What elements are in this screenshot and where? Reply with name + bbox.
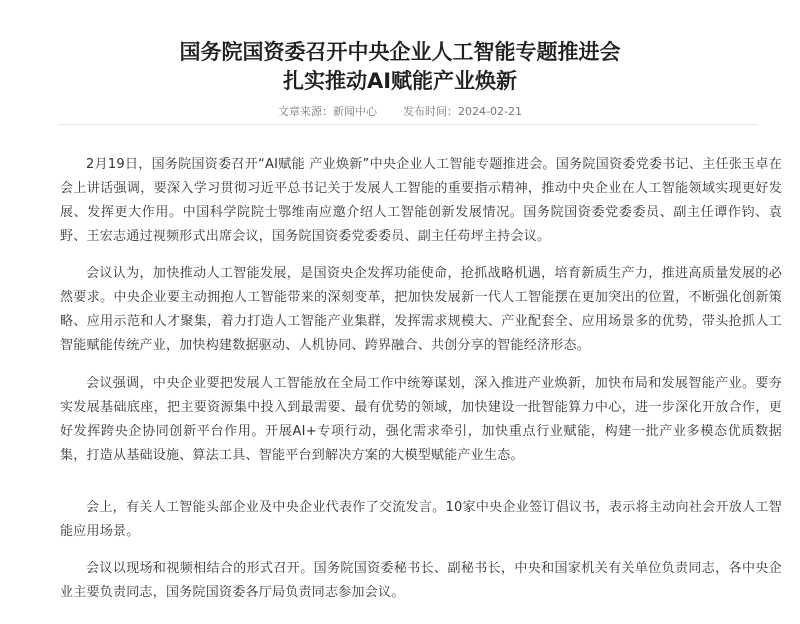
- paragraph-4: 会上，有关人工智能头部企业及中央企业代表作了交流发言。10家中央企业签订倡议书，表示将主动向社会开放人工智能应用场景。: [60, 500, 782, 539]
- paragraph-2: 会议认为，加快推动人工智能发展，是国资央企发挥功能使命，抢抓战略机遇，培育新质生产力，推进高质量发展的必然要求。中央企业要主动拥抱人工智能带来的深刻变革，把加快发展新一代人工智能摆在更加突出的位置，不断强化创新策略、应用示范和人才聚集，着力打造人工智能产业集群，发挥需求规模大、产业配套全、应用场景多的优势，带头抢抓人工智能赋能传统产业，加快构建数据驱动、人机协同、跨界融合、共创分享的智能经济形态。: [60, 266, 782, 353]
- article-source: 文章来源：新闻中心: [278, 105, 378, 118]
- paragraph-5: 会议以现场和视频相结合的形式召开。国务院国资委秘书长、副秘书长，中央和国家机关有关单位负责同志，各中央企业主要负责同志，国务院国资委各厅局负责同志参加会议。: [60, 561, 782, 600]
- article-title-line-1: 国务院国资委召开中央企业人工智能专题推进会: [179, 40, 621, 64]
- meta-divider: [58, 124, 758, 125]
- article-publish-time: 发布时间：2024-02-21: [403, 105, 522, 118]
- article-meta: [0, 103, 800, 119]
- paragraph-1: 2月19日，国务院国资委召开“AI赋能 产业焕新”中央企业人工智能专题推进会。国务院国资委党委书记、主任张玉卓在会上讲话强调，要深入学习贯彻习近平总书记关于发展人工智能的重要指示精神，推动中央企业在人工智能领域实现更好发展、发挥更大作用。中国科学院院士鄂维南应邀介绍人工智能创新发展情况。国务院国资委党委委员、副主任谭作钧、袁野、王宏志通过视频形式出席会议，国务院国资委党委委员、副主任苟坪主持会议。: [60, 157, 782, 244]
- article-title-line-2: 扎实推动AI赋能产业焕新: [282, 69, 518, 93]
- paragraph-3: 会议强调，中央企业要把发展人工智能放在全局工作中统筹谋划，深入推进产业焕新，加快布局和发展智能产业。要夯实发展基础底座，把主要资源集中投入到最需要、最有优势的领域，加快建设一批智能算力中心，进一步深化开放合作，更好发挥跨央企协同创新平台作用。开展AI+专项行动，强化需求牵引，加快重点行业赋能，构建一批产业多模态优质数据集，打造从基础设施、算法工具、智能平台到解决方案的大模型赋能产业生态。: [60, 376, 782, 463]
